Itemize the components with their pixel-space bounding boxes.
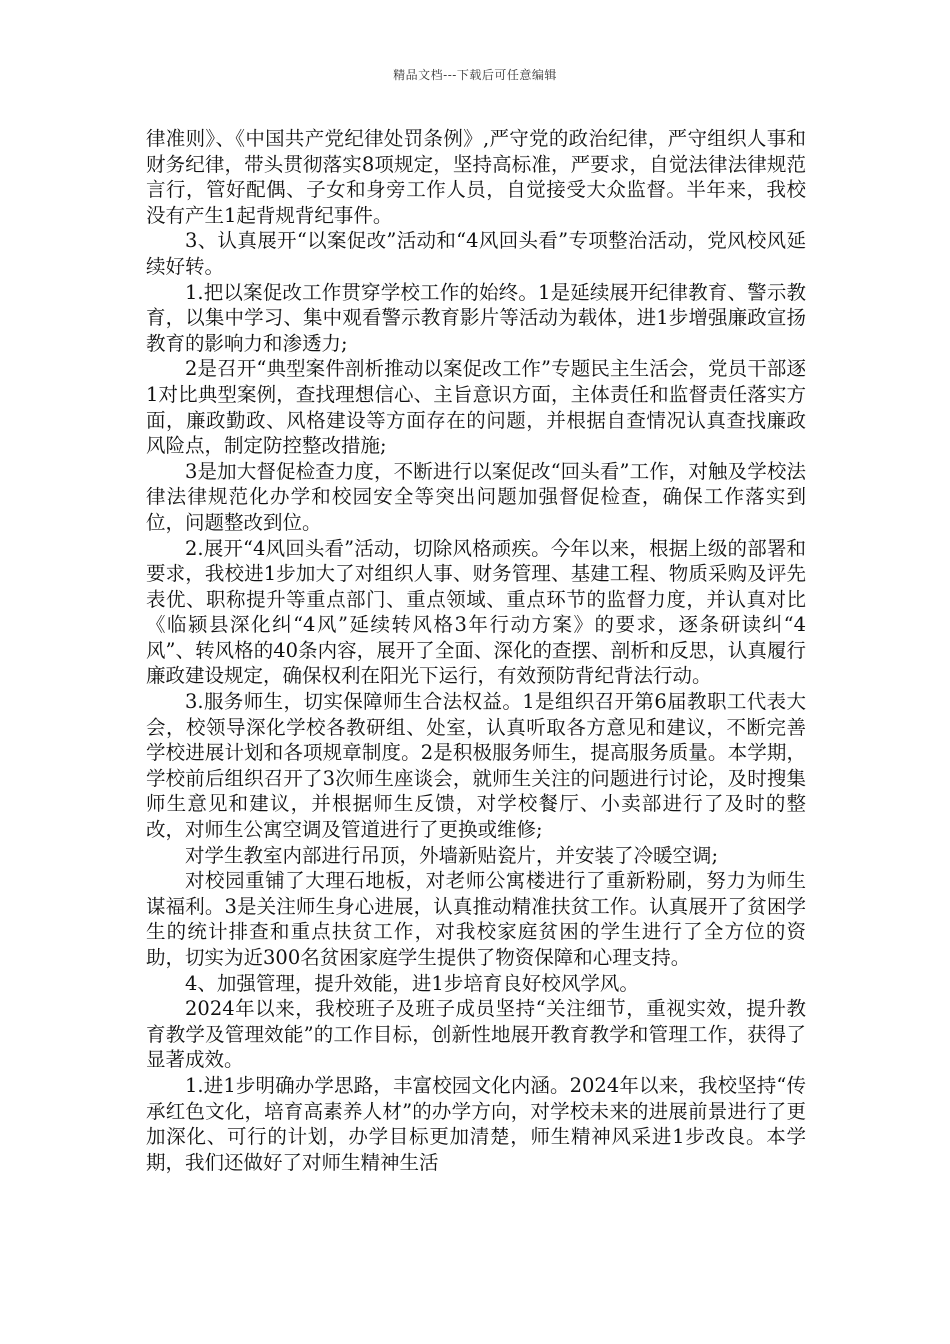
- document-body: [146, 126, 806, 1175]
- paragraph: 对校园重铺了大理石地板，对老师公寓楼进行了重新粉刷，努力为师生谋福利。3是关注师生身心进展，认真推动精准扶贫工作。认真展开了贫困学生的统计排查和重点扶贫工作，对我校家庭贫困的学生进行了全方位的资助，切实为近300名贫困家庭学生提供了物资保障和心理支持。: [146, 869, 806, 969]
- page-header: 精品文档---下载后可任意编辑: [393, 68, 557, 82]
- paragraph: 4、加强管理，提升效能，进1步培育良好校风学风。: [185, 971, 639, 995]
- paragraph: 1.把以案促改工作贯穿学校工作的始终。1是延续展开纪律教育、警示教育，以集中学习、集中观看警示教育影片等活动为载体，进1步增强廉政宣扬教育的影响力和渗透力;: [146, 280, 806, 355]
- paragraph: 3、认真展开“以案促改”活动和“4风回头看”专项整治活动，党风校风延续好转。: [146, 229, 806, 278]
- paragraph: 2是召开“典型案件剖析推动以案促改工作”专题民主生活会，党员干部逐1对比典型案例，查找理想信心、主旨意识方面，主体责任和监督责任落实方面，廉政勤政、风格建设等方面存在的问题，并根据自查情况认真查找廉政风险点，制定防控整改措施;: [146, 357, 806, 458]
- paragraph: 对学生教室内部进行吊顶，外墙新贴瓷片，并安装了冷暖空调;: [185, 843, 719, 867]
- paragraph: 3是加大督促检查力度，不断进行以案促改“回头看”工作，对触及学校法律法律规范化办学和校园安全等突出问题加强督促检查，确保工作落实到位，问题整改到位。: [146, 459, 806, 534]
- paragraph: 律准则》、《中国共产党纪律处罚条例》,严守党的政治纪律，严守组织人事和财务纪律，带头贯彻落实8项规定，坚持高标准，严要求，自觉法律法律规范言行，管好配偶、子女和身旁工作人员，自觉接受大众监督。半年来，我校没有产生1起背规背纪事件。: [146, 127, 806, 227]
- paragraph: 3.服务师生，切实保障师生合法权益。1是组织召开第6届教职工代表大会，校领导深化学校各教研组、处室，认真听取各方意见和建议，不断完善学校进展计划和各项规章制度。2是积极服务师生，提高服务质量。本学期，学校前后组织召开了3次师生座谈会，就师生关注的问题进行讨论，及时搜集师生意见和建议，并根据师生反馈，对学校餐厅、小卖部进行了及时的整改，对师生公寓空调及管道进行了更换或维修;: [146, 690, 806, 842]
- paragraph: 2.展开“4风回头看”活动，切除风格顽疾。今年以来，根据上级的部署和要求，我校进1步加大了对组织人事、财务管理、基建工程、物质采购及评先表优、职称提升等重点部门、重点领域、重点环节的监督力度，并认真对比《临颍县深化纠“4风”延续转风格3年行动方案》的要求，逐条研读纠“4风”、转风格的40条内容，展开了全面、深化的查摆、剖析和反思，认真履行廉政建设规定，确保权利在阳光下运行，有效预防背纪背法行动。: [146, 536, 806, 688]
- paragraph: 1.进1步明确办学思路，丰富校园文化内涵。2024年以来，我校坚持“传承红色文化，培育高素养人材”的办学方向，对学校未来的进展前景进行了更加深化、可行的计划，办学目标更加清楚，师生精神风采进1步改良。本学期，我们还做好了对师生精神生活: [146, 1073, 806, 1174]
- paragraph: 2024年以来，我校班子及班子成员坚持“关注细节，重视实效，提升教育教学及管理效能”的工作目标，创新性地展开教育教学和管理工作，获得了显著成效。: [146, 997, 806, 1072]
